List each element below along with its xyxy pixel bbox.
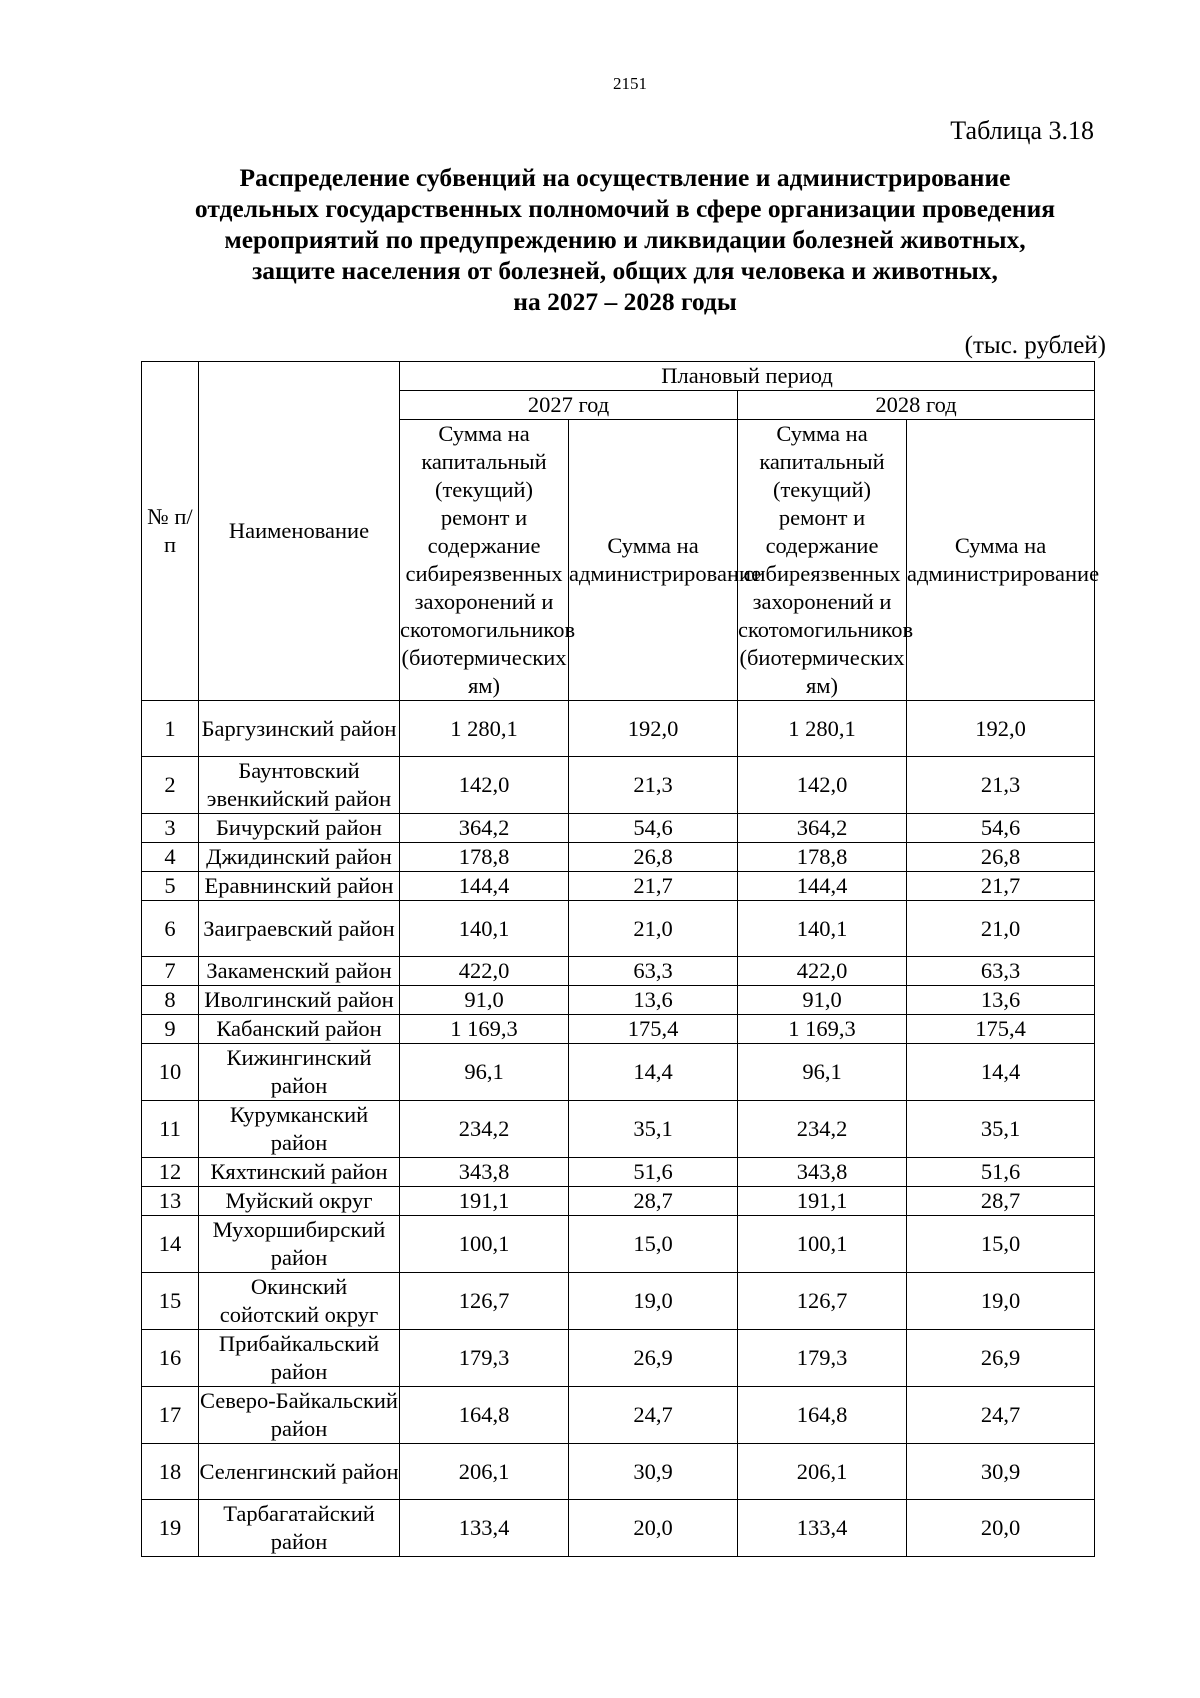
repair-2027-cell: 140,1 [400, 901, 569, 957]
header-repair-label: Сумма на капитальный (текущий) ремонт и содержание сибиреязвенных захоронений и скотомогильников (биотермических ям) [400, 421, 576, 698]
row-name-cell: Заиграевский район [199, 901, 400, 957]
repair-2028-cell: 179,3 [738, 1330, 907, 1387]
repair-2027-cell: 133,4 [400, 1500, 569, 1557]
repair-2028-cell: 1 280,1 [738, 701, 907, 757]
row-number-cell: 8 [142, 986, 199, 1015]
repair-2028-cell: 191,1 [738, 1187, 907, 1216]
admin-2027-cell: 15,0 [569, 1216, 738, 1273]
header-admin-2028 [907, 420, 1100, 701]
row-name-cell: Джидинский район [199, 843, 400, 872]
repair-2027-cell: 179,3 [400, 1330, 569, 1387]
title-line: Распределение субвенций на осуществление и администрирование [239, 163, 1011, 192]
header-admin-label: Сумма на администрирование [569, 533, 762, 586]
row-name-cell: Кяхтинский район [199, 1158, 400, 1187]
admin-2027-cell: 30,9 [569, 1444, 738, 1500]
repair-2028-cell: 100,1 [738, 1216, 907, 1273]
repair-2028-cell: 1 169,3 [738, 1015, 907, 1044]
admin-2027-cell: 63,3 [569, 957, 738, 986]
page-number: 2151 [613, 74, 647, 93]
table-row [142, 843, 1095, 872]
admin-2027-cell: 26,9 [569, 1330, 738, 1387]
table-row [142, 701, 1095, 757]
repair-2027-cell: 96,1 [400, 1044, 569, 1101]
header-admin-label: Сумма на администрирование [907, 533, 1100, 586]
header-name [199, 362, 400, 701]
repair-2028-cell: 144,4 [738, 872, 907, 901]
repair-2027-cell: 100,1 [400, 1216, 569, 1273]
row-number-cell: 13 [142, 1187, 199, 1216]
repair-2028-cell: 91,0 [738, 986, 907, 1015]
row-number-cell: 14 [142, 1216, 199, 1273]
admin-2027-cell: 20,0 [569, 1500, 738, 1557]
row-name-cell: Бичурский район [199, 814, 400, 843]
header-admin-2027 [569, 420, 762, 701]
repair-2027-cell: 422,0 [400, 957, 569, 986]
repair-2027-cell: 91,0 [400, 986, 569, 1015]
admin-2027-cell: 19,0 [569, 1273, 738, 1330]
admin-2028-cell: 63,3 [907, 957, 1095, 986]
title-line: защите населения от болезней, общих для человека и животных, [252, 256, 998, 285]
row-number-cell: 6 [142, 901, 199, 957]
row-name-cell: Иволгинский район [199, 986, 400, 1015]
header-name-label: Наименование [228, 518, 370, 543]
row-number-cell: 19 [142, 1500, 199, 1557]
table-row [142, 1015, 1095, 1044]
table-row [142, 1158, 1095, 1187]
row-number-cell: 2 [142, 757, 199, 814]
header-num-label: № п/п [147, 504, 193, 557]
row-name-cell: Окинский сойотский округ [199, 1273, 400, 1330]
admin-2028-cell: 51,6 [907, 1158, 1095, 1187]
table-row [142, 814, 1095, 843]
repair-2028-cell: 96,1 [738, 1044, 907, 1101]
admin-2028-cell: 30,9 [907, 1444, 1095, 1500]
repair-2028-cell: 206,1 [738, 1444, 907, 1500]
unit-label: (тыс. рублей) [964, 332, 1106, 359]
table-row [142, 1444, 1095, 1500]
repair-2027-cell: 191,1 [400, 1187, 569, 1216]
repair-2028-cell: 142,0 [738, 757, 907, 814]
admin-2027-cell: 24,7 [569, 1387, 738, 1444]
table-row [142, 901, 1095, 957]
repair-2028-cell: 234,2 [738, 1101, 907, 1158]
row-number-cell: 11 [142, 1101, 199, 1158]
table-row [142, 872, 1095, 901]
row-number-cell: 16 [142, 1330, 199, 1387]
admin-2028-cell: 26,9 [907, 1330, 1095, 1387]
admin-2027-cell: 28,7 [569, 1187, 738, 1216]
admin-2027-cell: 192,0 [569, 701, 738, 757]
repair-2028-cell: 126,7 [738, 1273, 907, 1330]
repair-2028-cell: 422,0 [738, 957, 907, 986]
row-name-cell: Тарбагатайский район [199, 1500, 400, 1557]
admin-2027-cell: 175,4 [569, 1015, 738, 1044]
row-number-cell: 1 [142, 701, 199, 757]
admin-2028-cell: 14,4 [907, 1044, 1095, 1101]
repair-2027-cell: 178,8 [400, 843, 569, 872]
repair-2028-cell: 364,2 [738, 814, 907, 843]
admin-2027-cell: 21,0 [569, 901, 738, 957]
title-line: на 2027 – 2028 годы [513, 287, 737, 316]
row-name-cell: Прибайкальский район [199, 1330, 400, 1387]
admin-2028-cell: 15,0 [907, 1216, 1095, 1273]
header-year-2027: 2027 год [400, 391, 738, 420]
admin-2028-cell: 26,8 [907, 843, 1095, 872]
row-number-cell: 10 [142, 1044, 199, 1101]
admin-2027-cell: 35,1 [569, 1101, 738, 1158]
row-number-cell: 9 [142, 1015, 199, 1044]
table-row [142, 757, 1095, 814]
row-name-cell: Северо-Байкальский район [199, 1387, 400, 1444]
row-name-cell: Баргузинский район [199, 701, 400, 757]
header-repair-2027 [400, 420, 576, 701]
row-name-cell: Селенгинский район [199, 1444, 400, 1500]
title-line: мероприятий по предупреждению и ликвидации болезней животных, [224, 225, 1026, 254]
admin-2027-cell: 21,7 [569, 872, 738, 901]
repair-2027-cell: 142,0 [400, 757, 569, 814]
admin-2028-cell: 19,0 [907, 1273, 1095, 1330]
repair-2028-cell: 178,8 [738, 843, 907, 872]
header-repair-2028 [738, 420, 914, 701]
table-body [142, 701, 1095, 1557]
row-number-cell: 15 [142, 1273, 199, 1330]
subvention-table [141, 361, 1100, 1557]
row-number-cell: 7 [142, 957, 199, 986]
header-year-2028: 2028 год [738, 391, 1095, 420]
admin-2027-cell: 21,3 [569, 757, 738, 814]
admin-2028-cell: 54,6 [907, 814, 1095, 843]
title-line: отдельных государственных полномочий в сфере организации проведения [194, 194, 1056, 223]
table-row [142, 1101, 1095, 1158]
admin-2028-cell: 35,1 [907, 1101, 1095, 1158]
table-row [142, 1387, 1095, 1444]
admin-2027-cell: 14,4 [569, 1044, 738, 1101]
admin-2028-cell: 20,0 [907, 1500, 1095, 1557]
table-row [142, 1273, 1095, 1330]
row-name-cell: Муйский округ [199, 1187, 400, 1216]
admin-2028-cell: 13,6 [907, 986, 1095, 1015]
repair-2027-cell: 364,2 [400, 814, 569, 843]
header-period: Плановый период [400, 362, 1095, 391]
admin-2028-cell: 21,7 [907, 872, 1095, 901]
row-name-cell: Кижингинский район [199, 1044, 400, 1101]
table-row [142, 1500, 1095, 1557]
row-name-cell: Мухоршибирский район [199, 1216, 400, 1273]
table-row [142, 1044, 1095, 1101]
table-row [142, 986, 1095, 1015]
row-name-cell: Закаменский район [199, 957, 400, 986]
row-name-cell: Баунтовский эвенкийский район [199, 757, 400, 814]
repair-2027-cell: 206,1 [400, 1444, 569, 1500]
row-number-cell: 5 [142, 872, 199, 901]
admin-2028-cell: 21,0 [907, 901, 1095, 957]
document-title [140, 162, 1110, 317]
admin-2028-cell: 24,7 [907, 1387, 1095, 1444]
repair-2027-cell: 126,7 [400, 1273, 569, 1330]
row-number-cell: 18 [142, 1444, 199, 1500]
repair-2027-cell: 343,8 [400, 1158, 569, 1187]
header-num [142, 362, 199, 701]
repair-2028-cell: 164,8 [738, 1387, 907, 1444]
repair-2027-cell: 144,4 [400, 872, 569, 901]
repair-2027-cell: 1 169,3 [400, 1015, 569, 1044]
admin-2028-cell: 192,0 [907, 701, 1095, 757]
repair-2027-cell: 1 280,1 [400, 701, 569, 757]
repair-2027-cell: 164,8 [400, 1387, 569, 1444]
table-number: Таблица 3.18 [950, 116, 1094, 145]
row-number-cell: 3 [142, 814, 199, 843]
row-number-cell: 4 [142, 843, 199, 872]
admin-2028-cell: 21,3 [907, 757, 1095, 814]
admin-2027-cell: 54,6 [569, 814, 738, 843]
repair-2028-cell: 140,1 [738, 901, 907, 957]
row-name-cell: Еравнинский район [199, 872, 400, 901]
repair-2027-cell: 234,2 [400, 1101, 569, 1158]
admin-2027-cell: 26,8 [569, 843, 738, 872]
row-number-cell: 17 [142, 1387, 199, 1444]
row-name-cell: Курумканский район [199, 1101, 400, 1158]
table-row [142, 1187, 1095, 1216]
table-row [142, 957, 1095, 986]
admin-2027-cell: 13,6 [569, 986, 738, 1015]
table-row [142, 1216, 1095, 1273]
row-number-cell: 12 [142, 1158, 199, 1187]
repair-2028-cell: 343,8 [738, 1158, 907, 1187]
header-repair-label: Сумма на капитальный (текущий) ремонт и содержание сибиреязвенных захоронений и скотомогильников (биотермических ям) [738, 421, 914, 698]
table-row [142, 1330, 1095, 1387]
row-name-cell: Кабанский район [199, 1015, 400, 1044]
admin-2028-cell: 175,4 [907, 1015, 1095, 1044]
admin-2027-cell: 51,6 [569, 1158, 738, 1187]
repair-2028-cell: 133,4 [738, 1500, 907, 1557]
admin-2028-cell: 28,7 [907, 1187, 1095, 1216]
